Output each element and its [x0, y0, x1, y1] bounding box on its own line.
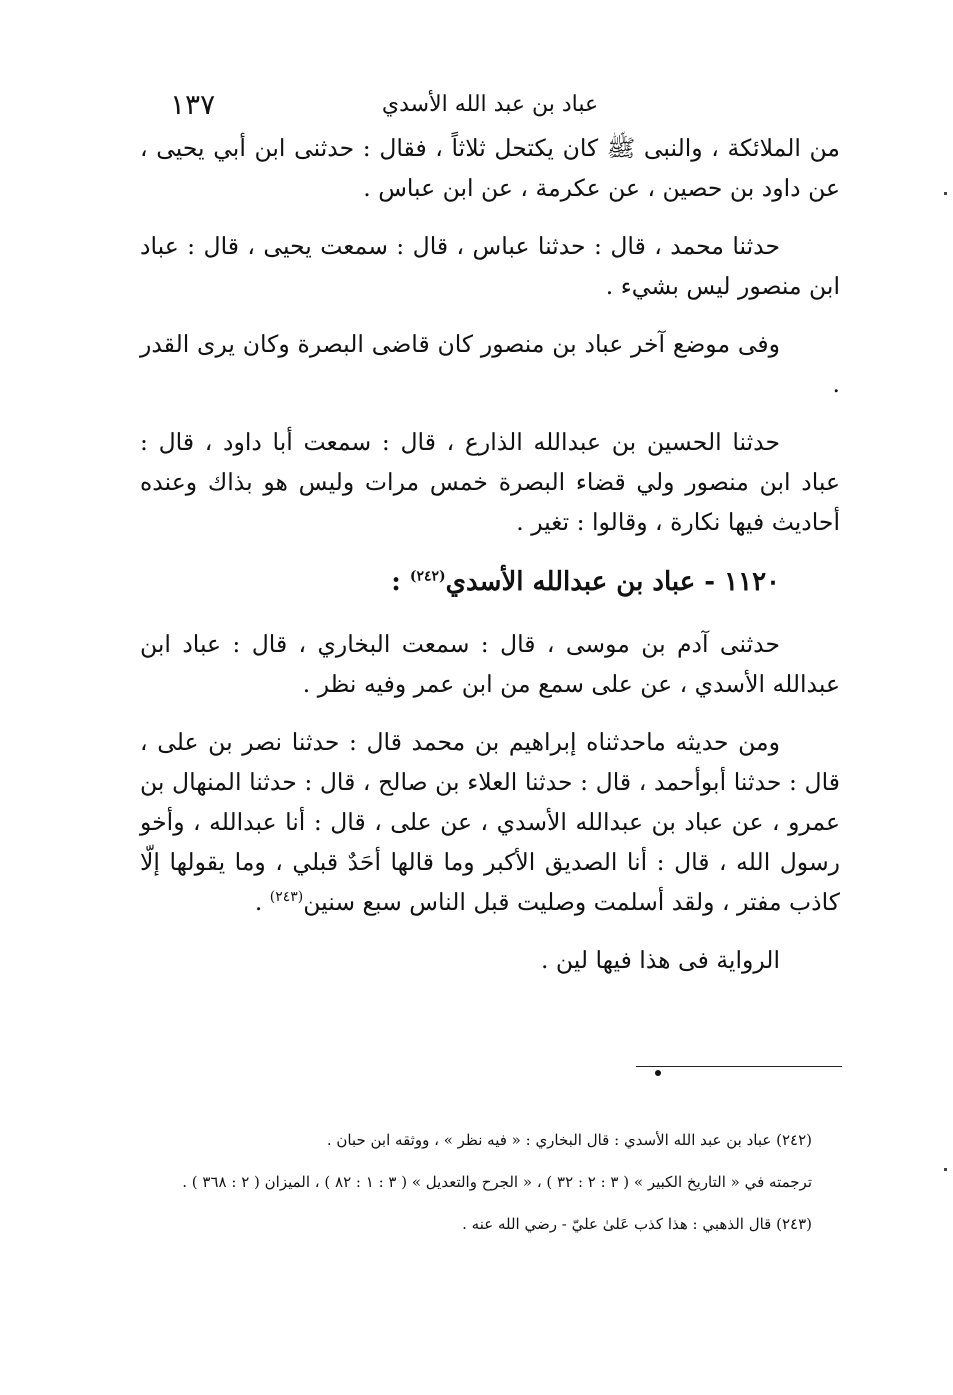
running-title: عباد بن عبد الله الأسدي: [381, 92, 599, 117]
paragraph-4: حدثنا الحسين بن عبدالله الذارع ، قال : سمعت أبا داود ، قال : عباد ابن منصور ولي قضاء البصرة خمس مرات وليس هو بذاك وعنده أحاديث فيها نكارة ، وقالوا : تغير .: [140, 428, 840, 536]
page-number: ١٣٧: [170, 88, 216, 121]
footnote-242: (٢٤٢) عباد بن عبد الله الأسدي : قال البخاري : « فيه نظر » ، ووثقه ابن حبان .: [326, 1131, 812, 1149]
scan-speck: [944, 192, 947, 195]
paragraph-3: وفى موضع آخر عباد بن منصور كان قاضى البصرة وكان يرى القدر .: [140, 330, 840, 398]
footnote-243: (٢٤٣) قال الذهبي : هذا كذب عَلىٰ عليّ - رضي الله عنه .: [462, 1215, 812, 1233]
paragraph-6-end: .: [254, 888, 270, 916]
footnote-ref-243[interactable]: (٢٤٣): [269, 889, 304, 906]
paragraph-1: من الملائكة ، والنبى ﷺ كان يكتحل ثلاثاً ، فقال : حدثنى ابن أبي يحيى ، عن داود بن حصين ، عن عكرمة ، عن ابن عباس .: [140, 134, 840, 202]
paragraph-5: حدثنى آدم بن موسى ، قال : سمعت البخاري ، قال : عباد ابن عبدالله الأسدي ، عن على سمع من ابن عمر وفيه نظر .: [140, 630, 840, 698]
scan-speck: [944, 1168, 947, 1171]
main-text: [140, 128, 840, 998]
footnote-ref-242[interactable]: (٢٤٢): [409, 568, 446, 585]
footnotes: [140, 1122, 830, 1248]
footnote-divider: [636, 1066, 842, 1067]
paragraph-7: الرواية فى هذا فيها لين .: [540, 946, 780, 974]
entry-heading-title: ١١٢٠ - عباد بن عبدالله الأسدي: [445, 567, 780, 597]
footnote-242-continued: ترجمته في « التاريخ الكبير » ( ٣ : ٢ : ٣٢ ) ، « الجرح والتعديل » ( ٣ : ١ : ٨٢ ) ، الميزان ( ٢ : ٣٦٨ ) .: [182, 1173, 812, 1191]
paragraph-2: حدثنا محمد ، قال : حدثنا عباس ، قال : سمعت يحيى ، قال : عباد ابن منصور ليس بشيء .: [140, 232, 840, 300]
paragraph-6: [140, 722, 840, 922]
entry-heading-suffix: :: [391, 567, 410, 597]
entry-heading: [140, 560, 840, 604]
page-header: [140, 88, 840, 128]
paragraph-6-text: ومن حديثه ماحدثناه إبراهيم بن محمد قال : حدثنا نصر بن على ، قال : حدثنا أبوأحمد ، قال : حدثنا العلاء بن صالح ، قال : حدثنا المنهال بن عمرو ، عن عباد بن عبدالله الأسدي ، عن على ، قال : أنا عبدالله ، وأخو رسول الله ، قال : أنا الصديق الأكبر وما قالها أحَدٌ قبلي ، وما يقولها إلّا كاذب مفتر ، ولقد أسلمت وصليت قبل الناس سبع سنين: [140, 728, 840, 916]
divider-dot: [655, 1070, 661, 1076]
